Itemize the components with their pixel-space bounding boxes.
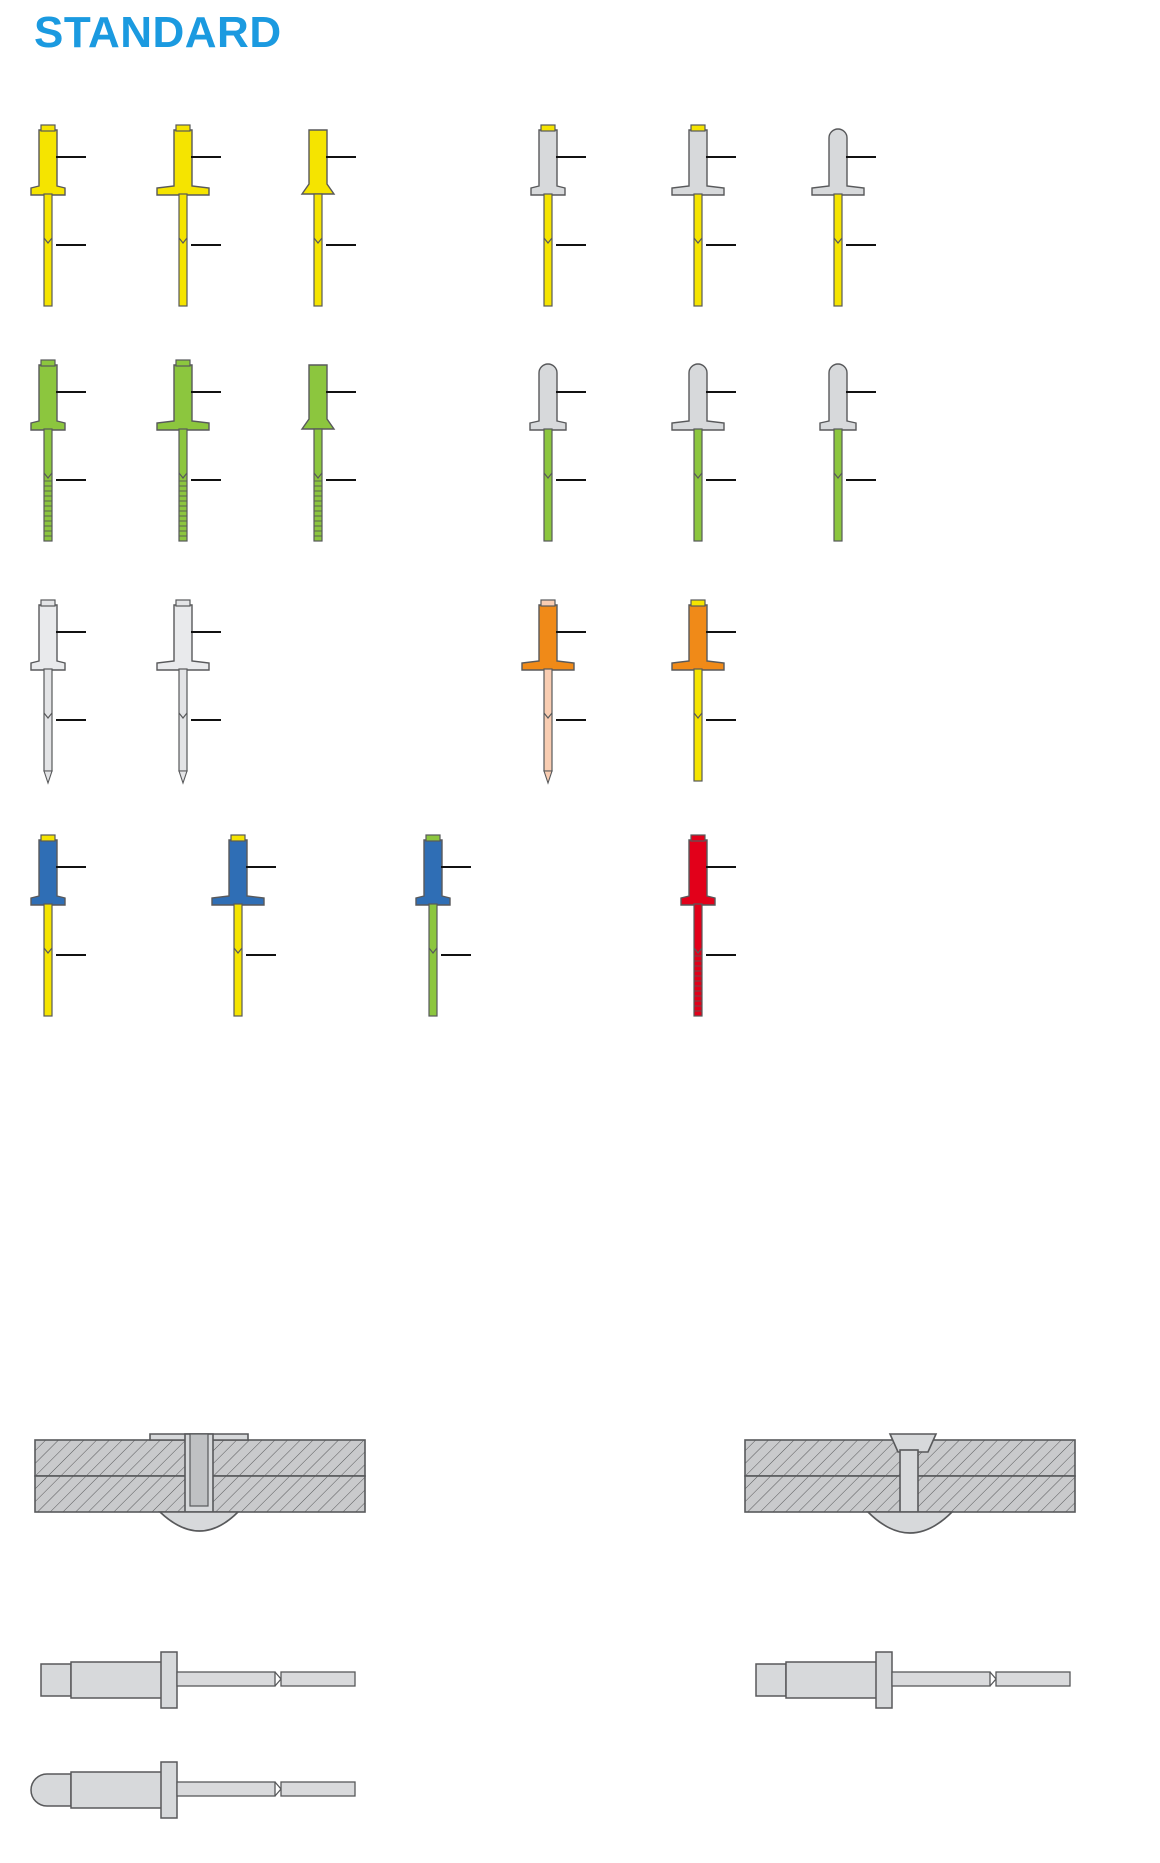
side-view-round-head-bottom bbox=[25, 1760, 365, 1827]
rivet-st-st-countersunk-mandrel-label-leader bbox=[326, 244, 356, 246]
rivet-a4-a4 bbox=[670, 830, 870, 1030]
rivet-a2-a2-large-flange-mandrel-label-leader bbox=[191, 479, 221, 481]
rivet-monel-st-b-mandrel-label-leader bbox=[246, 954, 276, 956]
rivet-a4-a4-mandrel-label-leader bbox=[706, 954, 736, 956]
rivet-al-st-large-flange-body-label-leader bbox=[706, 156, 736, 158]
rivet-al-a2-large-flange-mandrel-label-leader bbox=[706, 479, 736, 481]
side-view-flat-head-top bbox=[25, 1650, 365, 1717]
joint-section-dome-head bbox=[740, 1430, 1085, 1565]
rivet-cu-br-mandrel-label-leader bbox=[556, 719, 586, 721]
rivet-al-al-large-flange bbox=[155, 595, 355, 795]
rivet-al-a2-countersunk-mandrel-label-leader bbox=[846, 479, 876, 481]
rivet-al-al-domed-body-label-leader bbox=[56, 631, 86, 633]
rivet-st-st-domed-mandrel-label-leader bbox=[56, 244, 86, 246]
rivet-a2-a2-domed-mandrel-label-leader bbox=[56, 479, 86, 481]
page-title: STANDARD bbox=[34, 8, 282, 57]
rivet-monel-a2 bbox=[405, 830, 605, 1030]
rivet-st-st-large-flange-body-label-leader bbox=[191, 156, 221, 158]
rivet-al-st-large-flange-mandrel-label-leader bbox=[706, 244, 736, 246]
rivet-cu-st-mandrel-label-leader bbox=[706, 719, 736, 721]
rivet-monel-st-a-mandrel-label-leader bbox=[56, 954, 86, 956]
side-view-flat-head-right bbox=[740, 1650, 1080, 1717]
rivet-al-st-round-head-mandrel-label-leader bbox=[846, 244, 876, 246]
rivet-st-st-countersunk bbox=[290, 120, 490, 320]
rivet-cu-st-body-label-leader bbox=[706, 631, 736, 633]
rivet-al-al-large-flange-mandrel-label-leader bbox=[191, 719, 221, 721]
rivet-monel-a2-mandrel-label-leader bbox=[441, 954, 471, 956]
rivet-al-a2-countersunk bbox=[810, 355, 1010, 555]
rivet-a2-a2-countersunk-body-label-leader bbox=[326, 391, 356, 393]
rivet-st-st-countersunk-body-label-leader bbox=[326, 156, 356, 158]
rivet-al-al-large-flange-body-label-leader bbox=[191, 631, 221, 633]
rivet-a2-a2-domed-body-label-leader bbox=[56, 391, 86, 393]
rivet-cu-st bbox=[670, 595, 870, 795]
rivet-al-a2-countersunk-body-label-leader bbox=[846, 391, 876, 393]
rivet-monel-a2-body-label-leader bbox=[441, 866, 471, 868]
rivet-al-st-domed-body-label-leader bbox=[556, 156, 586, 158]
rivet-al-st-round-head bbox=[810, 120, 1010, 320]
rivet-monel-st-b bbox=[210, 830, 410, 1030]
rivet-st-st-domed-body-label-leader bbox=[56, 156, 86, 158]
rivet-al-st-round-head-body-label-leader bbox=[846, 156, 876, 158]
rivet-al-al-domed-mandrel-label-leader bbox=[56, 719, 86, 721]
rivet-monel-st-b-body-label-leader bbox=[246, 866, 276, 868]
rivet-a4-a4-body-label-leader bbox=[706, 866, 736, 868]
rivet-a2-a2-large-flange-body-label-leader bbox=[191, 391, 221, 393]
rivet-cu-br-body-label-leader bbox=[556, 631, 586, 633]
rivet-al-a2-domed-body-label-leader bbox=[556, 391, 586, 393]
joint-section-flat-head bbox=[30, 1430, 375, 1565]
rivet-monel-st-a bbox=[20, 830, 220, 1030]
rivet-al-a2-domed-mandrel-label-leader bbox=[556, 479, 586, 481]
rivet-st-st-large-flange-mandrel-label-leader bbox=[191, 244, 221, 246]
rivet-al-st-domed-mandrel-label-leader bbox=[556, 244, 586, 246]
rivet-a2-a2-countersunk-mandrel-label-leader bbox=[326, 479, 356, 481]
rivet-monel-st-a-body-label-leader bbox=[56, 866, 86, 868]
rivet-a2-a2-countersunk bbox=[290, 355, 490, 555]
rivet-al-a2-large-flange-body-label-leader bbox=[706, 391, 736, 393]
